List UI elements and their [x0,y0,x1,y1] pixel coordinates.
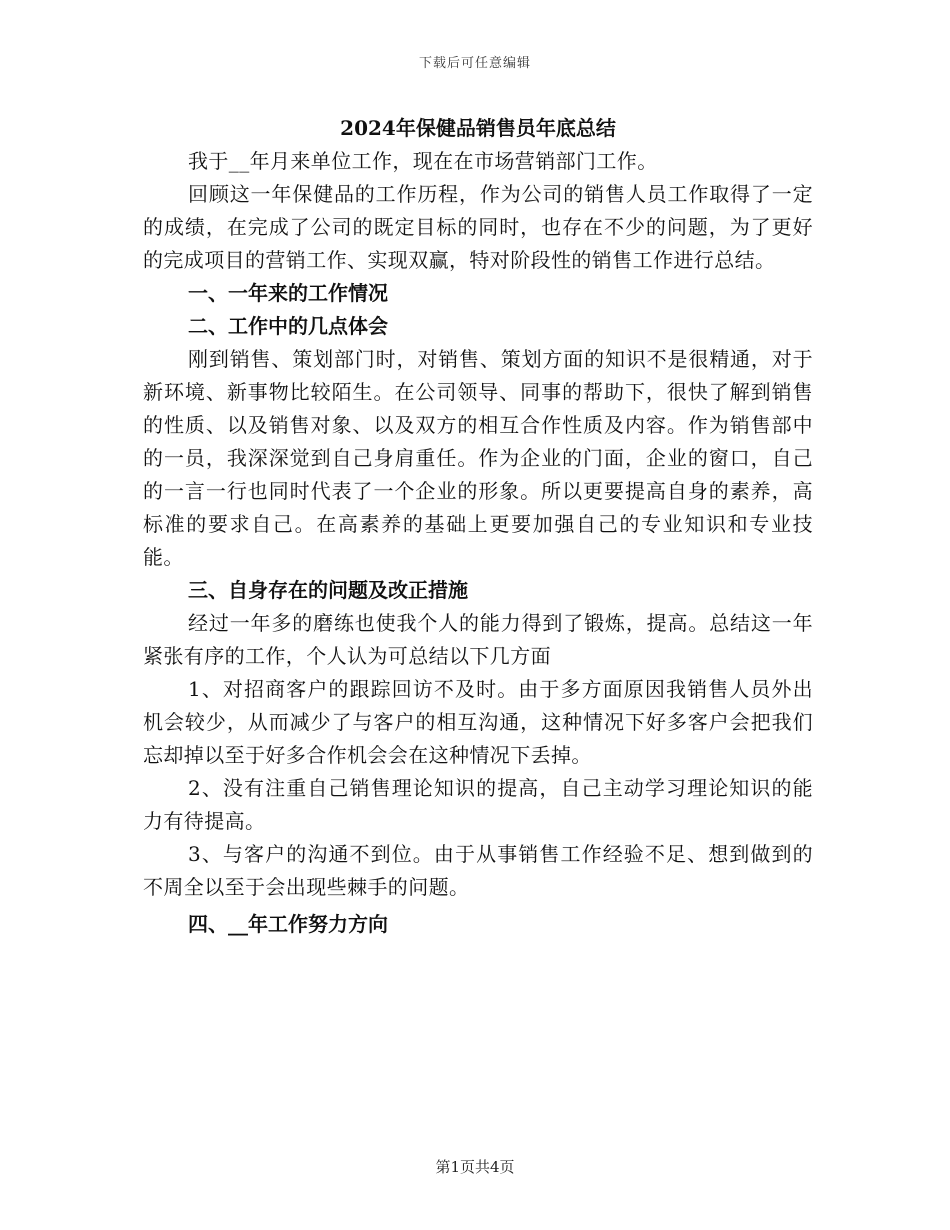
section-heading-3: 三、自身存在的问题及改正措施 [188,578,468,602]
section-heading-2: 二、工作中的几点体会 [188,314,388,338]
page-header-note: 下载后可任意编辑 [418,56,531,71]
paragraph-review: 回顾这一年保健品的工作历程，作为公司的销售人员工作取得了一定的成绩，在完成了公司的既定目标的同时，也存在不少的问题，为了更好的完成项目的营销工作、实现双赢，特对阶段性的销售工作进行总结。 [143,182,813,272]
page-number: 第1页共4页 [435,1158,515,1176]
paragraph-intro: 我于__年月来单位工作，现在在市场营销部门工作。 [188,149,658,173]
section-heading-4: 四、__年工作努力方向 [188,912,388,936]
section-heading-1: 一、一年来的工作情况 [188,281,388,305]
list-item-3: 3、与客户的沟通不到位。由于从事销售工作经验不足、想到做到的不周全以至于会出现些棘手的问题。 [143,842,813,899]
document-title: 2024年保健品销售员年底总结 [340,116,616,140]
document-body [143,113,813,941]
list-item-2: 2、没有注重自己销售理论知识的提高，自己主动学习理论知识的能力有待提高。 [143,776,813,833]
list-item-1: 1、对招商客户的跟踪回访不及时。由于多方面原因我销售人员外出机会较少，从而减少了与客户的相互沟通，这种情况下好多客户会把我们忘却掉以至于好多合作机会会在这种情况下丢掉。 [143,677,813,767]
paragraph-summary: 经过一年多的磨练也使我个人的能力得到了锻炼，提高。总结这一年紧张有序的工作，个人认为可总结以下几方面 [143,611,813,668]
paragraph-experience: 刚到销售、策划部门时，对销售、策划方面的知识不是很精通，对于新环境、新事物比较陌生。在公司领导、同事的帮助下，很快了解到销售的性质、以及销售对象、以及双方的相互合作性质及内容。作为销售部中的一员，我深深觉到自己身肩重任。作为企业的门面，企业的窗口，自己的一言一行也同时代表了一个企业的形象。所以更要提高自身的素养，高标准的要求自己。在高素养的基础上更要加强自己的专业知识和专业技能。 [143,347,813,569]
